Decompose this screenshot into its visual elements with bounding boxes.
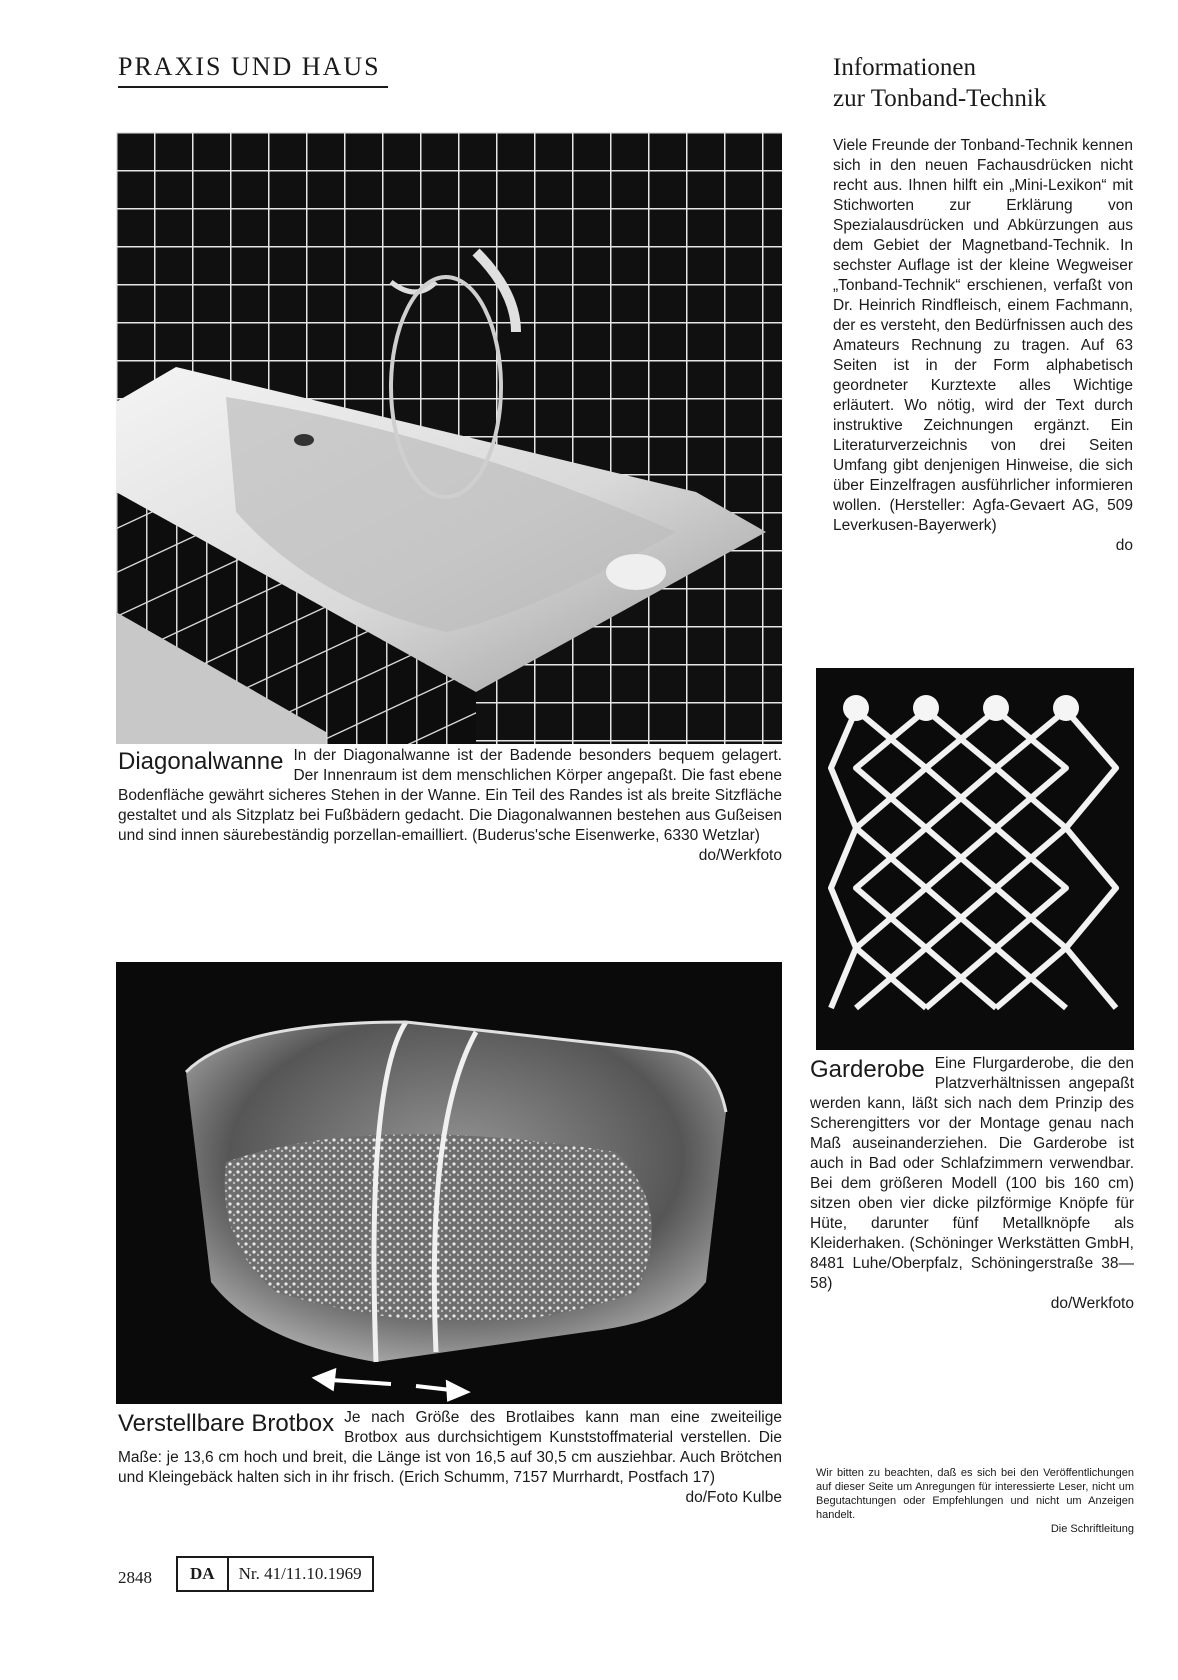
brotbox-text: Je nach Größe des Brotlaibes kann man eine zweiteilige Brotbox aus durchsichtigem Kunststoffmaterial verstellen. Die Maße: je 13,6 cm hoch und breit, die Länge ist von 16,5 auf 30,5 cm ausziehbar. Auch Brötchen und Kleingebäck halten sich in ihr frisch. (Erich Schumm, 7157 Murrhardt, Postfach 17) — [118, 1409, 782, 1486]
bathtub-photo — [116, 132, 782, 744]
brotbox-caption — [118, 1408, 782, 1508]
garderobe-title: Garderobe — [810, 1056, 925, 1083]
diagonalwanne-credit: do/Werkfoto — [698, 847, 782, 864]
brotbox-credit: do/Foto Kulbe — [685, 1489, 782, 1506]
tonband-credit: do — [1115, 537, 1133, 554]
breadbox-illustration — [116, 962, 782, 1404]
garderobe-photo — [816, 668, 1134, 1050]
section-title: PRAXIS UND HAUS — [118, 52, 388, 88]
article-heading-line2: zur Tonband-Technik — [833, 85, 1047, 112]
breadbox-photo — [116, 962, 782, 1404]
garderobe-text: Eine Flurgarderobe, die den Platzverhältnissen angepaßt werden kann, läßt sich nach dem Prinzip des Scherengitters vor der Montage genau nach Maß auseinanderziehen. Die Garderobe ist auch in Bad oder Schlafzimmern verwendbar. Bei dem größeren Modell (100 bis 160 cm) sitzen oben vier dicke pilzförmige Knöpfe für Hüte, darunter fünf Metallknöpfe als Kleiderhaken. (Schöninger Werkstätten GmbH, 8481 Luhe/Oberpfalz, Schöningerstraße 38—58) — [810, 1055, 1134, 1292]
editorial-notice — [816, 1466, 1134, 1536]
footer-issue-box — [176, 1556, 374, 1592]
tonband-text-block — [833, 136, 1133, 556]
bathtub-illustration — [116, 132, 782, 744]
issue-number: Nr. 41/11.10.1969 — [238, 1564, 362, 1583]
brotbox-title: Verstellbare Brotbox — [118, 1410, 335, 1437]
tonband-text: Viele Freunde der Tonband-Technik kennen sich in den neuen Fachausdrücken nicht recht aus. Ihnen hilft ein „Mini-Lexikon“ mit Stichworten zur Erklärung von Spezialausdrücken und Abkürzungen aus dem Gebiet der Magnetband-Technik. In sechster Auflage ist der kleine Wegweiser „Tonband-Technik“ erschienen, verfaßt von Dr. Heinrich Rindfleisch, einem Fachmann, der es versteht, den Bedürfnissen auch des Amateurs Rechnung zu tragen. Auf 63 Seiten ist in der Form alphabetisch geordneter Kurztexte alles Wichtige erläutert. Wo nötig, wird der Text durch instruktive Zeichnungen ergänzt. Ein Literaturverzeichnis von drei Seiten Umfang gibt denjenigen Hinweise, die sich über Einzelfragen ausführlicher informieren wollen. (Hersteller: Agfa-Gevaert AG, 509 Leverkusen-Bayerwerk) — [833, 137, 1133, 534]
notice-credit: Die Schriftleitung — [1050, 1523, 1134, 1535]
notice-text: Wir bitten zu beachten, daß es sich bei den Veröffentlichungen auf dieser Seite um Anregungen für interessierte Leser, nicht um Begutachtungen oder Empfehlungen und nicht um Anzeigen handelt. — [816, 1467, 1134, 1521]
page-number: 2848 — [118, 1568, 152, 1587]
garderobe-credit: do/Werkfoto — [1050, 1295, 1134, 1312]
diagonalwanne-title: Diagonalwanne — [118, 748, 284, 775]
diagonalwanne-text: In der Diagonalwanne ist der Badende besonders bequem gelagert. Der Innenraum ist dem menschlichen Körper angepaßt. Die fast ebene Bodenfläche gewährt sicheres Stehen in der Wanne. Ein Teil des Randes ist als breite Sitzfläche gestaltet und als Sitzplatz bei Fußbädern gedacht. Die Diagonalwannen bestehen aus Gußeisen und sind innen säurebeständig porzellan-emailliert. (Buderus'sche Eisenwerke, 6330 Wetzlar) — [118, 747, 782, 844]
article-heading-tonband — [833, 52, 1133, 114]
diagonalwanne-caption — [118, 746, 782, 866]
garderobe-caption — [810, 1054, 1134, 1314]
magazine-brand: DA — [178, 1558, 229, 1590]
article-heading-line1: Informationen — [833, 54, 977, 81]
coat-rack-illustration — [816, 668, 1134, 1050]
